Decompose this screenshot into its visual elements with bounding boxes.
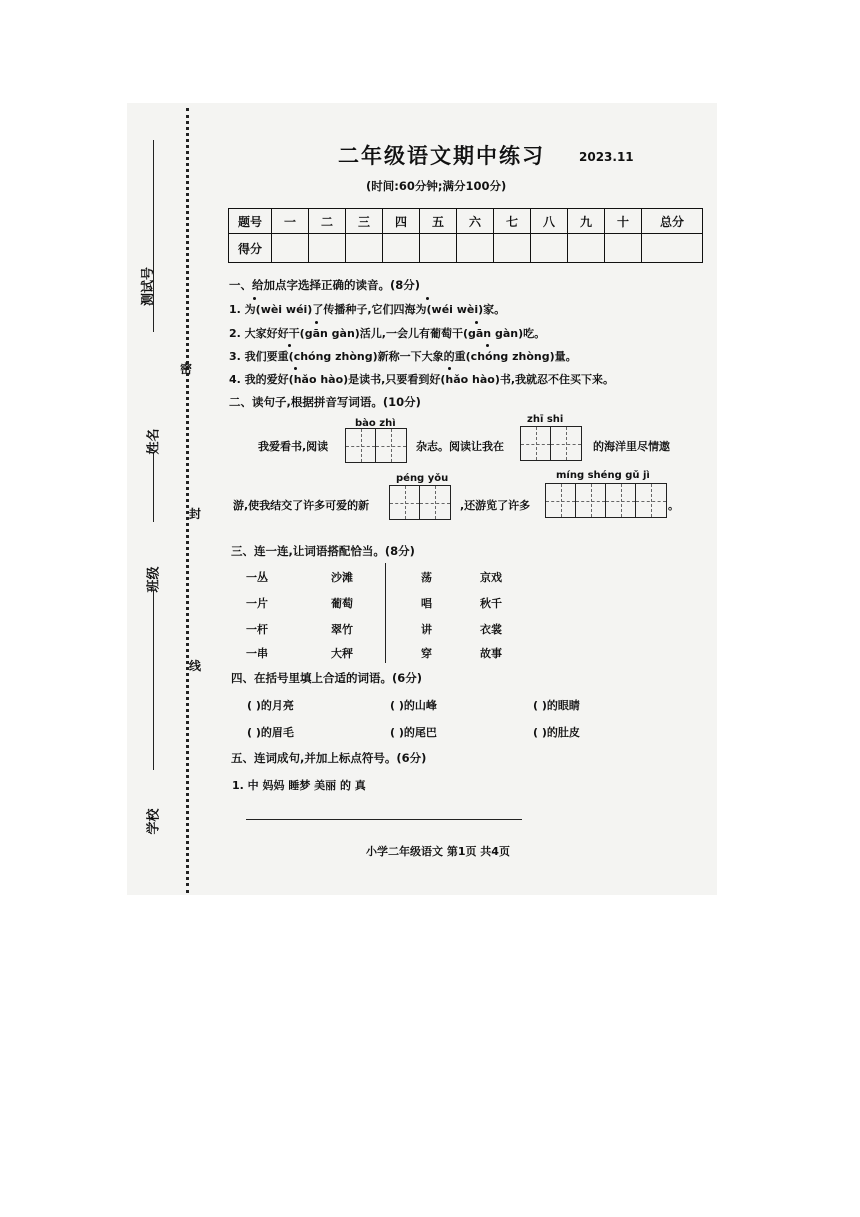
seal-char-feng: 封 xyxy=(189,507,202,521)
writing-cell[interactable] xyxy=(521,427,551,460)
match-word: 讲 xyxy=(421,623,432,636)
match-separator xyxy=(385,563,386,663)
score-header-cell: 三 xyxy=(346,209,383,234)
score-header-cell: 二 xyxy=(309,209,346,234)
emphasis-dot xyxy=(253,297,256,300)
match-word: 翠竹 xyxy=(331,623,353,636)
fill-blank-item[interactable]: ( )的眉毛 xyxy=(247,726,294,739)
section2-text-4: 游,使我结交了许多可爱的新 xyxy=(233,499,370,512)
fill-blank-item[interactable]: ( )的眼睛 xyxy=(533,699,580,712)
score-input-cell[interactable] xyxy=(494,234,531,263)
pinyin-baozhi: bào zhì xyxy=(355,418,396,429)
score-header-cell: 题号 xyxy=(229,209,272,234)
pinyin-mingshenggugji: míng shéng gǔ jì xyxy=(556,470,650,481)
score-input-cell[interactable] xyxy=(383,234,420,263)
score-value-row xyxy=(229,234,703,263)
score-header-cell: 六 xyxy=(457,209,494,234)
writing-cell[interactable] xyxy=(576,484,606,517)
writing-cell[interactable] xyxy=(346,429,376,462)
score-input-cell[interactable] xyxy=(605,234,642,263)
match-word: 一杆 xyxy=(246,623,268,636)
exam-date: 2023.11 xyxy=(579,150,634,164)
match-word: 葡萄 xyxy=(331,597,353,610)
match-word: 一丛 xyxy=(246,571,268,584)
section2-text-5: ,还游览了许多 xyxy=(460,499,531,512)
exam-subtitle: (时间:60分钟;满分100分) xyxy=(366,179,507,193)
fill-blank-item[interactable]: ( )的山峰 xyxy=(390,699,437,712)
writing-grid-zhishi[interactable] xyxy=(520,426,582,461)
writing-grid-pengyou[interactable] xyxy=(389,485,451,520)
score-row-label: 得分 xyxy=(229,234,272,263)
section2-text-6: 。 xyxy=(668,499,679,512)
writing-cell[interactable] xyxy=(636,484,666,517)
score-input-cell[interactable] xyxy=(420,234,457,263)
match-word: 一串 xyxy=(246,647,268,660)
match-word: 衣裳 xyxy=(480,623,502,636)
fill-blank-item[interactable]: ( )的月亮 xyxy=(247,699,294,712)
margin-blank-line xyxy=(153,452,154,522)
match-word: 唱 xyxy=(421,597,432,610)
margin-label-test-number: 测试号 xyxy=(141,266,157,307)
score-header-cell: 九 xyxy=(568,209,605,234)
score-input-cell[interactable] xyxy=(642,234,703,263)
section3-title: 三、连一连,让词语搭配恰当。(8分) xyxy=(231,544,415,558)
score-header-row xyxy=(229,209,703,234)
match-word: 秋千 xyxy=(480,597,502,610)
match-word: 一片 xyxy=(246,597,268,610)
score-input-cell[interactable] xyxy=(568,234,605,263)
section2-text-3: 的海洋里尽情遨 xyxy=(593,440,670,453)
exam-title: 二年级语文期中练习 xyxy=(338,143,545,168)
page-footer: 小学二年级语文 第1页 共4页 xyxy=(366,845,510,858)
section1-title: 一、给加点字选择正确的读音。(8分) xyxy=(229,278,421,292)
emphasis-dot xyxy=(448,367,451,370)
match-word: 穿 xyxy=(421,647,432,660)
score-input-cell[interactable] xyxy=(309,234,346,263)
score-input-cell[interactable] xyxy=(531,234,568,263)
emphasis-dot xyxy=(486,344,489,347)
section1-item-1: 1. 为(wèi wéi)了传播种子,它们四海为(wéi wèi)家。 xyxy=(229,303,506,316)
match-word: 沙滩 xyxy=(331,571,353,584)
binding-dotted-line xyxy=(186,108,189,893)
score-header-cell: 七 xyxy=(494,209,531,234)
score-input-cell[interactable] xyxy=(457,234,494,263)
emphasis-dot xyxy=(426,297,429,300)
writing-cell[interactable] xyxy=(390,486,420,519)
section5-title: 五、连词成句,并加上标点符号。(6分) xyxy=(231,751,427,765)
score-table xyxy=(228,208,703,263)
seal-char-mi: 密 xyxy=(180,362,193,376)
section1-item-2: 2. 大家好好干(gān gàn)活儿,一会儿有葡萄干(gān gàn)吃。 xyxy=(229,327,546,340)
section2-title: 二、读句子,根据拼音写词语。(10分) xyxy=(229,395,421,409)
fill-blank-item[interactable]: ( )的尾巴 xyxy=(390,726,437,739)
writing-grid-mingshenggugji[interactable] xyxy=(545,483,667,518)
section1-item-4: 4. 我的爱好(hǎo hào)是读书,只要看到好(hǎo hào)书,我就忍不住买下来。 xyxy=(229,373,615,386)
section2-text-1: 我爱看书,阅读 xyxy=(258,440,329,453)
margin-blank-line xyxy=(153,590,154,770)
pinyin-zhishi: zhī shi xyxy=(527,414,564,425)
writing-cell[interactable] xyxy=(376,429,406,462)
pinyin-pengyou: péng yǒu xyxy=(396,473,449,484)
score-header-cell: 一 xyxy=(272,209,309,234)
margin-label-class: 班级 xyxy=(146,566,162,593)
match-word: 故事 xyxy=(480,647,502,660)
section5-item-1: 1. 中 妈妈 睡梦 美丽 的 真 xyxy=(232,779,366,792)
writing-cell[interactable] xyxy=(606,484,636,517)
section1-item-3: 3. 我们要重(chóng zhòng)新称一下大象的重(chóng zhòng)量。 xyxy=(229,350,577,363)
fill-blank-item[interactable]: ( )的肚皮 xyxy=(533,726,580,739)
match-word: 大秤 xyxy=(331,647,353,660)
score-header-cell: 八 xyxy=(531,209,568,234)
score-header-cell: 五 xyxy=(420,209,457,234)
writing-cell[interactable] xyxy=(420,486,450,519)
score-header-cell: 总分 xyxy=(642,209,703,234)
section4-title: 四、在括号里填上合适的词语。(6分) xyxy=(231,671,423,685)
match-word: 京戏 xyxy=(480,571,502,584)
score-input-cell[interactable] xyxy=(272,234,309,263)
margin-label-name: 姓名 xyxy=(146,428,162,455)
seal-char-xian: 线 xyxy=(189,659,202,673)
writing-cell[interactable] xyxy=(551,427,581,460)
writing-cell[interactable] xyxy=(546,484,576,517)
emphasis-dot xyxy=(475,321,478,324)
score-input-cell[interactable] xyxy=(346,234,383,263)
margin-label-school: 学校 xyxy=(146,808,162,835)
score-header-cell: 四 xyxy=(383,209,420,234)
writing-grid-baozhi[interactable] xyxy=(345,428,407,463)
emphasis-dot xyxy=(294,367,297,370)
match-word: 荡 xyxy=(421,571,432,584)
score-header-cell: 十 xyxy=(605,209,642,234)
emphasis-dot xyxy=(288,344,291,347)
answer-line[interactable] xyxy=(246,819,522,820)
emphasis-dot xyxy=(315,321,318,324)
section2-text-2: 杂志。阅读让我在 xyxy=(416,440,504,453)
